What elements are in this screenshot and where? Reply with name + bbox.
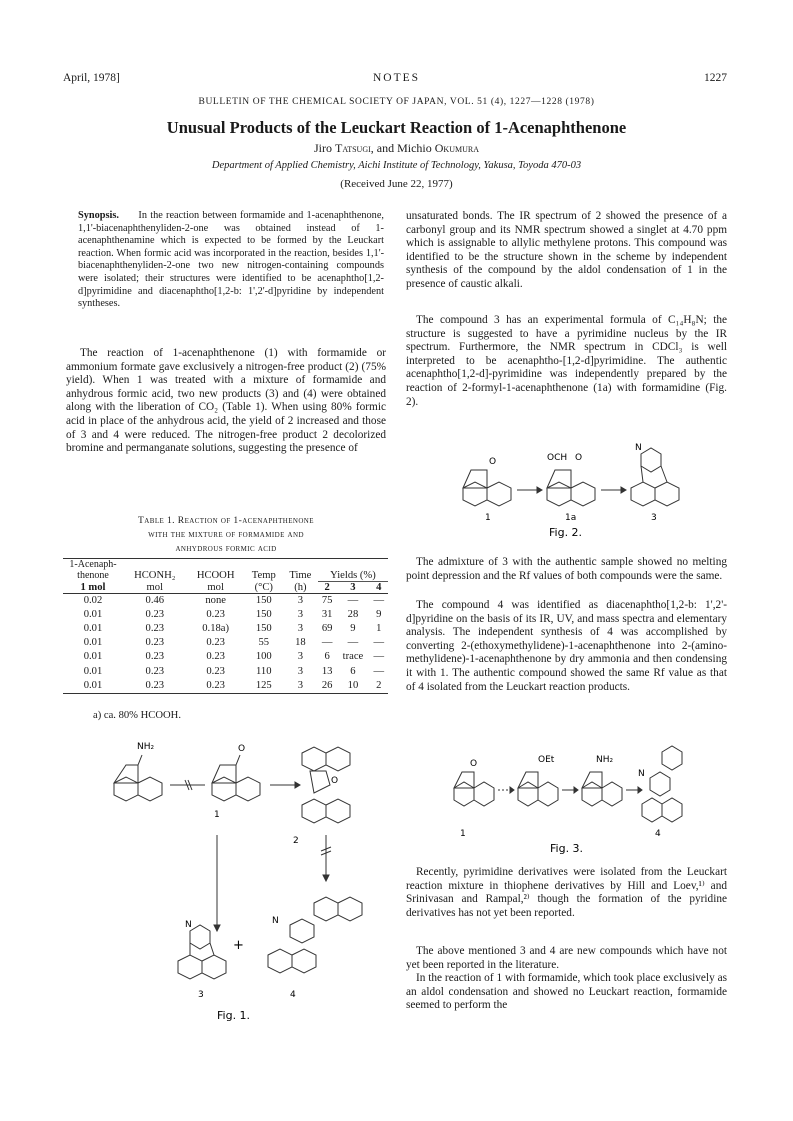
acenaphthenamine-structure xyxy=(114,755,162,801)
fig2-o2-label: O xyxy=(575,453,583,463)
table-cell: — xyxy=(347,637,359,649)
table-cell: 0.23 xyxy=(187,679,245,694)
table-cell: 0.23 xyxy=(145,665,165,677)
fig3-amino-intermediate xyxy=(582,772,622,806)
table-cell: 0.18a) xyxy=(202,622,230,634)
table-caption xyxy=(66,514,386,556)
table-cell: 125 xyxy=(245,679,283,694)
synopsis-label: Synopsis. xyxy=(78,210,119,221)
col-header-formamide: HCONH₂ xyxy=(123,559,187,582)
author-separator: , and xyxy=(370,141,395,155)
col-header-formic-acid: HCOOH xyxy=(187,559,245,582)
table-cell: none xyxy=(187,593,245,608)
table-caption-line-2: with the mixture of formamide and xyxy=(148,529,304,540)
table-cell: 3 xyxy=(297,665,304,677)
compound-2-structure xyxy=(302,747,350,823)
journal-citation: BULLETIN OF THE CHEMICAL SOCIETY OF JAPAN, VOL. 51 (4), 1227—1228 (1978) xyxy=(198,97,595,107)
table-cell: 0.46 xyxy=(123,593,187,608)
table-cell: 0.02 xyxy=(63,593,123,608)
table-cell: 10 xyxy=(336,679,369,694)
table-row xyxy=(63,622,388,636)
col-header-yields xyxy=(318,559,388,582)
table-cell: 150 xyxy=(255,622,272,634)
fig3-n-label: N xyxy=(638,769,645,779)
fig2-compound-1a-label: 1a xyxy=(565,513,577,523)
subheader-yield-4: 4 xyxy=(376,581,382,593)
table-row xyxy=(63,665,388,679)
author-line xyxy=(0,141,793,156)
compound-4-structure xyxy=(268,897,362,973)
fig2-caption: Fig. 2. xyxy=(549,526,583,539)
subheader-time-unit: (h) xyxy=(294,581,307,593)
compound-1-structure xyxy=(212,755,260,801)
fig2-compound-3-structure xyxy=(631,448,679,506)
table-cell: 0.01 xyxy=(83,651,103,663)
table-cell: 0.23 xyxy=(206,637,225,649)
table-cell: 3 xyxy=(297,651,304,663)
paragraph-8: In the reaction of 1 with formamide, which took place exclusively as an aldol condensation and showed no Leuckart reaction, formamide seemed to perform the xyxy=(406,972,727,1012)
table-cell: 150 xyxy=(255,608,272,620)
table-cell: — xyxy=(370,593,389,608)
table-cell: 3 xyxy=(283,593,318,608)
table-cell: 0.01 xyxy=(83,637,103,649)
author-2-given: Michio xyxy=(397,141,432,155)
fig3-ethoxy-intermediate xyxy=(518,772,558,806)
table-row xyxy=(63,608,388,622)
table-cell: 31 xyxy=(321,608,333,620)
table-cell: 0.01 xyxy=(83,622,103,634)
table-cell: — xyxy=(373,637,385,649)
table-cell: 9 xyxy=(350,622,356,634)
table-cell: 0.23 xyxy=(145,637,165,649)
table-row xyxy=(63,636,388,650)
col-header-acenaphthenone: 1-Acenaph-thenone xyxy=(63,559,123,582)
fig1-compound-3-label: 3 xyxy=(198,990,204,1000)
fig3-nh2-label: NH₂ xyxy=(596,755,614,765)
table-cell: 13 xyxy=(321,665,333,677)
author-1-given: Jiro xyxy=(313,141,332,155)
fig3-compound-4-structure xyxy=(642,746,682,822)
table-cell: 3 xyxy=(283,679,318,694)
fig3-o-label: O xyxy=(470,759,478,769)
affiliation: Department of Applied Chemistry, Aichi Institute of Technology, Yakusa, Toyoda 470-03 xyxy=(211,160,582,171)
table-cell: 3 xyxy=(297,622,304,634)
article-title: Unusual Products of the Leuckart Reaction of 1-Acenaphthenone xyxy=(166,118,627,137)
fig2-compound-3-label: 3 xyxy=(651,513,657,523)
author-2-family: Okumura xyxy=(434,141,479,155)
table-cell: 0.01 xyxy=(83,665,103,677)
table-cell: 0.23 xyxy=(123,679,187,694)
fig3-compound-4-label: 4 xyxy=(655,829,661,839)
table-cell: 2 xyxy=(370,679,389,694)
table-cell: 69 xyxy=(321,622,333,634)
table-cell: 18 xyxy=(295,637,306,649)
table-row xyxy=(63,650,388,664)
figure-2-scheme xyxy=(455,440,680,540)
fig2-compound-1-structure xyxy=(463,470,511,506)
fig1-compound-1-label: 1 xyxy=(214,810,220,820)
paragraph-1: The reaction of 1-acenaphthenone (1) with formamide or ammonium formate gave exclusively a nitrogen-free product (2) (75% yield). When 1 was treated with a mixture of formamide and anhydrous formic acid, two new products (3) and (4) were obtained along with the liberation of CO₂ (Table 1). When using 80% formic acid in place of the anhydrous acid, the yield of 2 increased and those of 3 and 4 were reduced. The nitrogen-free product 2 decolorized bromine and permanganate solutions, suggesting the presence of xyxy=(66,347,386,455)
fig1-compound-4-label: 4 xyxy=(290,990,296,1000)
fig3-oet-label: OEt xyxy=(538,755,555,765)
paragraph-7: The above mentioned 3 and 4 are new compounds which have not yet been reported in the literature. xyxy=(406,945,727,971)
table-cell: 0.23 xyxy=(145,608,165,620)
table-cell: 0.01 xyxy=(63,679,123,694)
table-cell: trace xyxy=(342,651,364,663)
col-header-temp: Temp xyxy=(245,559,283,582)
running-header-center: NOTES xyxy=(372,72,421,84)
author-1-family: Tatsugi xyxy=(334,141,371,155)
compound-3-structure xyxy=(178,925,226,979)
subheader-yield-3: 3 xyxy=(350,581,356,593)
table-caption-line-3: anhydrous formic acid xyxy=(175,543,277,554)
table-cell: 0.23 xyxy=(206,651,225,663)
table-cell: 0.23 xyxy=(145,651,165,663)
fig1-plus: + xyxy=(233,938,244,953)
table-row xyxy=(63,679,388,694)
table-cell: 0.23 xyxy=(145,622,165,634)
subheader-yield-2: 2 xyxy=(324,581,330,593)
fig3-compound-1-structure xyxy=(454,772,494,806)
synopsis-text: In the reaction between formamide and 1-acenaphthenone, 1,1'-biacenaphthenyliden-2-one was obtained instead of 1-acenaphthenamine which is expected to be formed by the Leuckart reaction. When formic acid was incorporated in the reaction, besides 1,1'-biacenaphthenyliden-2-one two new nitrogen-containing compounds were isolated; their structures were identified to be acenaphtho[1,2-d]pyrimidine and diacenaphtho[1,2-b: 1',2'-d]pyridine by independent syntheses. xyxy=(78,210,384,310)
subheader-mol-3: mol xyxy=(207,581,224,593)
table-cell: 110 xyxy=(256,665,272,677)
table-cell: 3 xyxy=(297,608,304,620)
table-cell: 26 xyxy=(318,679,336,694)
paragraph-6: Recently, pyrimidine derivatives were isolated from the Leuckart reaction mixture in thiophene derivatives by Hill and Loev,¹⁾ and Srinivasan and Rampal,²⁾ though the formation of the pyridine derivatives has not yet been reported. xyxy=(406,866,727,919)
paragraph-2: unsaturated bonds. The IR spectrum of 2 showed the presence of a carbonyl group and its NMR spectrum showed a singlet at 4.70 ppm which is assignable to allylic methylene protons. This compound was identified to be the structure shown in the scheme by independent synthesis of the compound by the aldol condensation of 1 in the presence of caustic alkali. xyxy=(406,210,727,290)
subheader-temp-unit: (°C) xyxy=(254,581,273,593)
fig1-n2-label: N xyxy=(272,916,279,926)
table-cell: 28 xyxy=(347,608,359,620)
table-cell: 1 xyxy=(376,622,382,634)
table-cell: — xyxy=(373,651,385,663)
table-cell: 75 xyxy=(318,593,336,608)
paragraph-5: The compound 4 was identified as diacenaphtho[1,2-b: 1',2'-d]pyridine on the basis of its IR, UV, and mass spectra and elementary analysis. The independent synthesis of 4 was accomplished by converting 2-(ethoxymethylidene)-1-acenaphthenone into 2-(amino-methylidene)-1-acenaphthenone by dry ammonia and then condensing it with 1. The authentic compound showed the same Rf value as that of 4 isolated from the Leuckart reaction products. xyxy=(406,599,727,693)
table-cell: — xyxy=(321,637,333,649)
fig1-nh2-label: NH₂ xyxy=(137,742,155,752)
page-number: 1227 xyxy=(704,72,727,84)
fig2-compound-1-label: 1 xyxy=(485,513,491,523)
table-cell: 9 xyxy=(376,608,382,620)
subheader-mol-2: mol xyxy=(146,581,164,593)
table-footnote: a) ca. 80% HCOOH. xyxy=(93,710,181,721)
fig3-compound-1-label: 1 xyxy=(460,829,466,839)
fig1-compound-2-label: 2 xyxy=(293,836,299,846)
col-header-time: Time xyxy=(283,559,318,582)
fig1-o2-label: O xyxy=(331,776,339,786)
paragraph-4: The admixture of 3 with the authentic sample showed no melting point depression and the Rf values of both compounds were the same. xyxy=(406,556,727,582)
table-cell: — xyxy=(373,665,385,677)
table-cell: 0.23 xyxy=(206,665,225,677)
paragraph-3: The compound 3 has an experimental formula of C₁₄H₈N; the structure is suggested to have a pyrimidine nucleus by the IR spectrum. Furthermore, the NMR spectrum in CDCl₃ is well interpreted to be acenaphtho-[1,2-d]pyrimidine. The authentic acenaphtho[1,2-d]-pyrimidine was independently prepared by the reaction of 2-formyl-1-acenaphthenone (1a) with formamidine (Fig. 2). xyxy=(406,314,727,408)
table-cell: 6 xyxy=(350,665,356,677)
fig1-n-label: N xyxy=(185,920,192,930)
figure-1-scheme xyxy=(90,735,385,1025)
table-cell: 55 xyxy=(258,637,270,649)
fig2-o-label: O xyxy=(489,457,497,467)
table-row xyxy=(63,593,388,608)
fig1-caption: Fig. 1. xyxy=(217,1009,251,1022)
fig3-caption: Fig. 3. xyxy=(550,842,584,855)
col-header-yields-label: Yields (%) xyxy=(330,569,376,581)
subheader-mol-1: 1 mol xyxy=(80,581,106,593)
received-date: (Received June 22, 1977) xyxy=(340,178,453,190)
running-header-left: April, 1978] xyxy=(63,72,120,84)
table-cell: 6 xyxy=(324,651,330,663)
table-cell: 0.01 xyxy=(83,608,103,620)
table-cell: — xyxy=(336,593,369,608)
table-cell: 150 xyxy=(245,593,283,608)
fig2-compound-1a-structure xyxy=(547,470,595,506)
table-cell: 100 xyxy=(255,651,272,663)
fig2-n-label: N xyxy=(635,443,642,453)
table-1 xyxy=(63,558,388,694)
table-caption-line-1: Table 1. Reaction of 1-acenaphthenone xyxy=(138,515,314,526)
table-cell: 0.23 xyxy=(206,608,225,620)
fig1-o-label: O xyxy=(238,744,246,754)
synopsis xyxy=(78,210,384,311)
fig2-och-label: OCH xyxy=(547,453,568,463)
figure-3-scheme xyxy=(450,738,690,858)
